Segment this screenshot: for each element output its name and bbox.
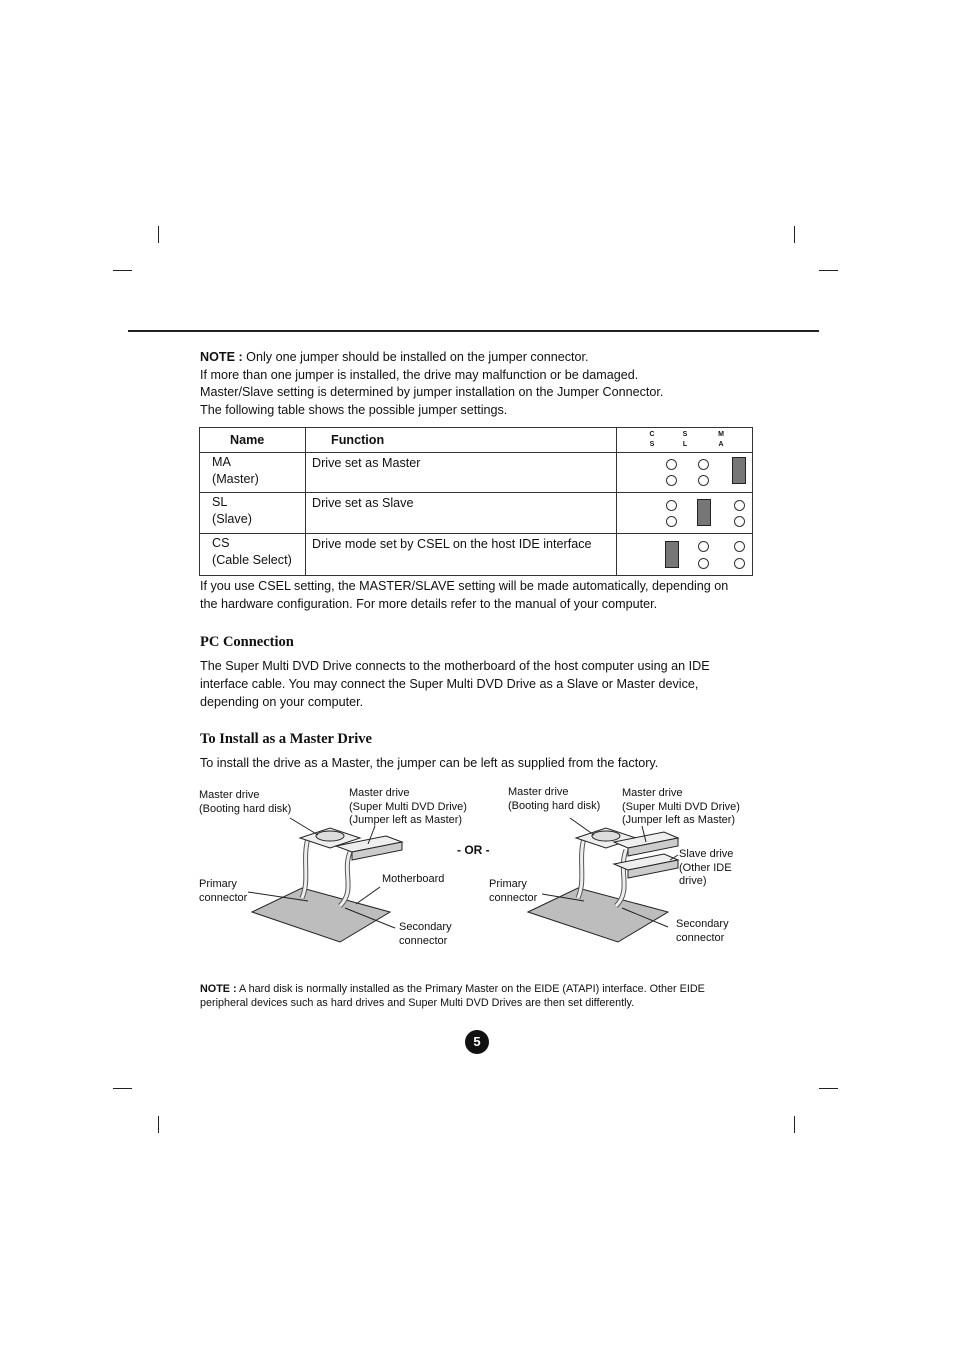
crop-mark <box>819 270 838 271</box>
note-label: NOTE : <box>200 350 243 364</box>
crop-mark <box>794 226 795 243</box>
right-connection-illustration <box>528 818 678 942</box>
csel-note: If you use CSEL setting, the MASTER/SLAVE setting will be made automatically, depending on the hardware configuration. For more details refer to the manual of your computer. <box>200 579 729 611</box>
label-master-dvd: Master drive (Super Multi DVD Drive) (Jumper left as Master) <box>622 787 740 826</box>
header-rule <box>128 330 819 332</box>
crop-mark <box>158 1116 159 1133</box>
jumper-block <box>732 457 746 484</box>
table-row <box>200 493 753 534</box>
pin-header-cs: C S <box>649 431 655 448</box>
label-primary-connector: Primary connector <box>199 878 248 904</box>
jumper-block <box>665 541 679 568</box>
row-name: MA (Master) <box>200 453 306 493</box>
label-motherboard: Motherboard <box>382 873 445 885</box>
label-primary-connector: Primary connector <box>489 878 538 904</box>
jumper-diagram-ma <box>617 453 753 493</box>
crop-mark <box>819 1088 838 1089</box>
note-line: Master/Slave setting is determined by jumper installation on the Jumper Connector. <box>200 385 664 399</box>
note-intro <box>200 349 760 419</box>
pc-connection-text: The Super Multi DVD Drive connects to the motherboard of the host computer using an IDE interface cable. You may connect the Super Multi DVD Drive as a Slave or Master device, depending on your computer. <box>200 659 710 709</box>
jumper-diagram-sl <box>617 493 753 534</box>
bottom-note: NOTE : A hard disk is normally installed as the Primary Master on the EIDE (ATAPI) interface. Other EIDE peripheral devices such as hard drives and Super Multi DVD Drives are then set differently. <box>200 983 705 1009</box>
crop-mark <box>113 270 132 271</box>
label-master-hdd: Master drive (Booting hard disk) <box>199 789 292 815</box>
label-master-dvd: Master drive (Super Multi DVD Drive) (Jumper left as Master) <box>349 787 467 826</box>
column-header-pins <box>617 428 753 453</box>
label-slave-drive: Slave drive (Other IDE drive) <box>679 848 734 887</box>
pc-connection-heading: PC Connection <box>200 634 294 650</box>
label-master-hdd: Master drive (Booting hard disk) <box>508 786 601 812</box>
row-name: CS (Cable Select) <box>200 534 306 576</box>
crop-mark <box>794 1116 795 1133</box>
note-line: The following table shows the possible jumper settings. <box>200 402 508 417</box>
pin-header-sl: S L <box>682 431 688 448</box>
label-secondary-connector: Secondary connector <box>676 918 729 944</box>
crop-mark <box>158 226 159 243</box>
jumper-block <box>697 499 711 526</box>
row-function: Drive set as Slave <box>306 493 617 534</box>
note-line: Only one jumper should be installed on the jumper connector. <box>242 350 589 364</box>
left-connection-illustration <box>248 818 402 942</box>
table-row <box>200 534 753 576</box>
jumper-settings-table <box>199 427 753 576</box>
column-header-name: Name <box>200 428 306 453</box>
column-header-function: Function <box>306 428 617 453</box>
table-header-row <box>200 428 753 453</box>
note-line: If more than one jumper is installed, the drive may malfunction or be damaged. <box>200 367 639 382</box>
row-name: SL (Slave) <box>200 493 306 534</box>
or-separator: - OR - <box>457 843 490 857</box>
master-install-text: To install the drive as a Master, the jumper can be left as supplied from the factory. <box>200 756 659 770</box>
table-row <box>200 453 753 493</box>
page-number: 5 <box>465 1030 489 1054</box>
crop-mark <box>113 1088 132 1089</box>
master-install-heading: To Install as a Master Drive <box>200 731 372 747</box>
pin-header-ma: M A <box>718 431 724 448</box>
label-secondary-connector: Secondary connector <box>399 921 452 947</box>
row-function: Drive mode set by CSEL on the host IDE interface <box>306 534 617 576</box>
note-label: NOTE : <box>200 983 237 995</box>
row-function: Drive set as Master <box>306 453 617 493</box>
jumper-diagram-cs <box>617 534 753 576</box>
